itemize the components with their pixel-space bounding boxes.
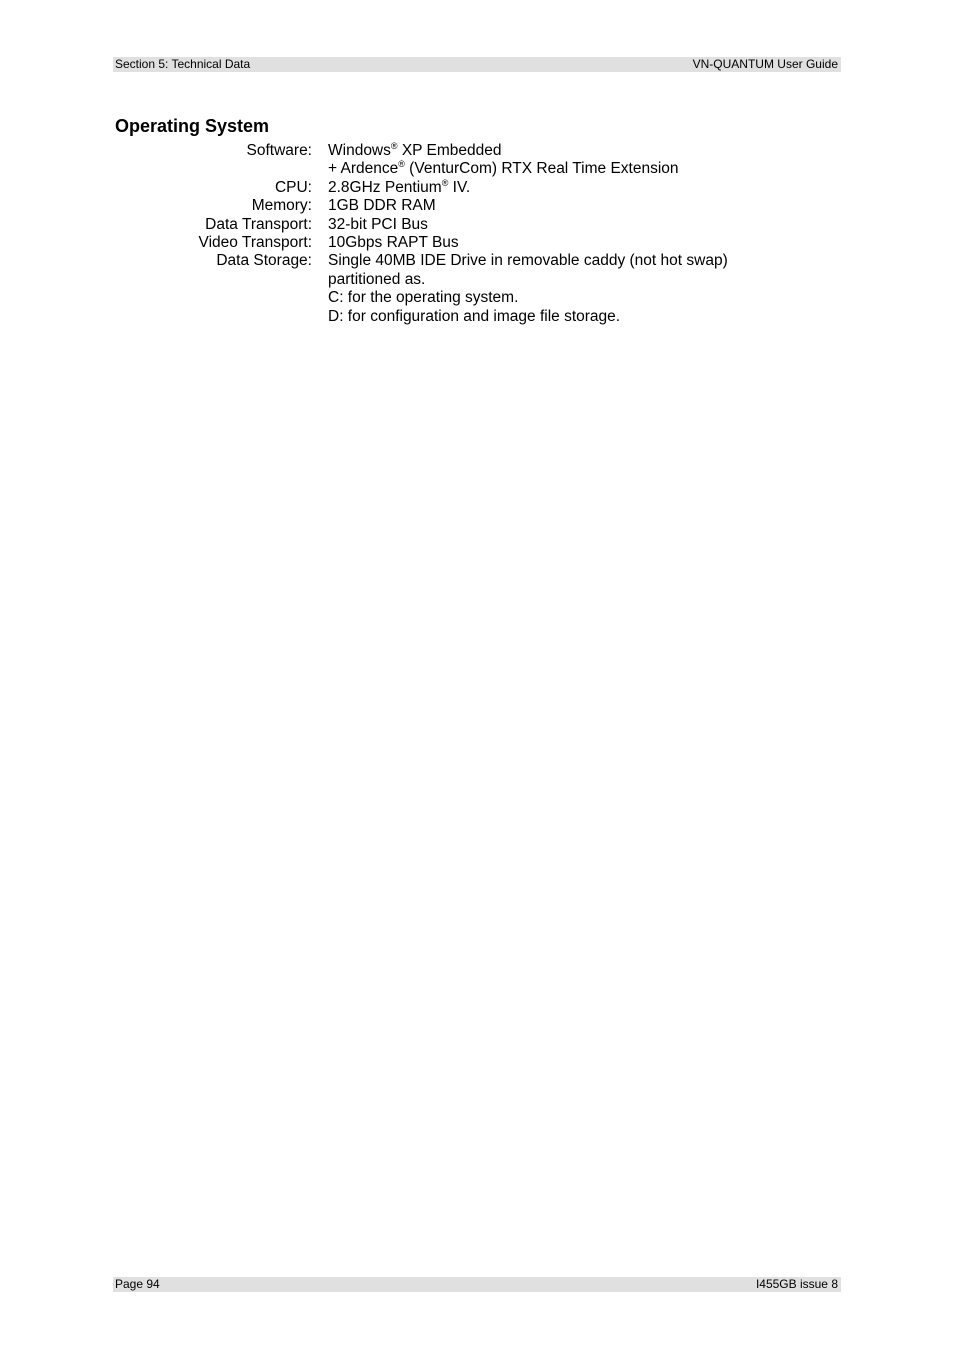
section-title: Operating System	[115, 116, 270, 136]
spec-values	[328, 234, 728, 252]
header-document-title: VN-QUANTUM User Guide	[692, 57, 838, 71]
spec-row-memory	[0, 197, 728, 215]
spec-value-line: 2.8GHz Pentium® IV.	[328, 177, 471, 196]
spec-values	[328, 216, 728, 234]
page-footer	[113, 1277, 841, 1292]
spec-row-data-storage	[0, 252, 728, 326]
footer-page-number: Page 94	[115, 1277, 160, 1291]
spec-values	[328, 179, 728, 197]
spec-label: Video Transport:	[198, 234, 312, 252]
spec-row-video-transport	[0, 234, 728, 252]
spec-label: CPU:	[274, 178, 312, 196]
spec-label: Data Transport:	[205, 215, 312, 233]
spec-values	[328, 197, 728, 215]
page-header	[113, 57, 841, 72]
spec-row-cpu	[0, 179, 728, 197]
spec-value-line: Single 40MB IDE Drive in removable caddy (not hot swap)	[328, 252, 728, 270]
spec-row-software	[0, 142, 728, 179]
spec-value-line: 32-bit PCI Bus	[328, 215, 428, 233]
spec-row-data-transport	[0, 216, 728, 234]
header-section-label: Section 5: Technical Data	[115, 57, 251, 71]
spec-label: Memory:	[251, 197, 312, 215]
spec-value-line: Windows® XP Embedded	[328, 141, 502, 159]
spec-values	[328, 252, 728, 326]
spec-value-line: partitioned as.	[328, 270, 426, 288]
spec-value-line: D: for configuration and image file storage.	[328, 307, 621, 325]
footer-issue-label: I455GB issue 8	[755, 1277, 838, 1291]
spec-list	[0, 142, 728, 326]
spec-values	[328, 142, 728, 179]
spec-label: Data Storage:	[216, 252, 312, 270]
spec-value-line: + Ardence® (VenturCom) RTX Real Time Extension	[328, 159, 679, 178]
spec-value-line: 10Gbps RAPT Bus	[328, 234, 459, 252]
spec-value-line: 1GB DDR RAM	[328, 197, 436, 215]
spec-label: Software:	[246, 142, 312, 159]
spec-value-line: C: for the operating system.	[328, 289, 519, 307]
